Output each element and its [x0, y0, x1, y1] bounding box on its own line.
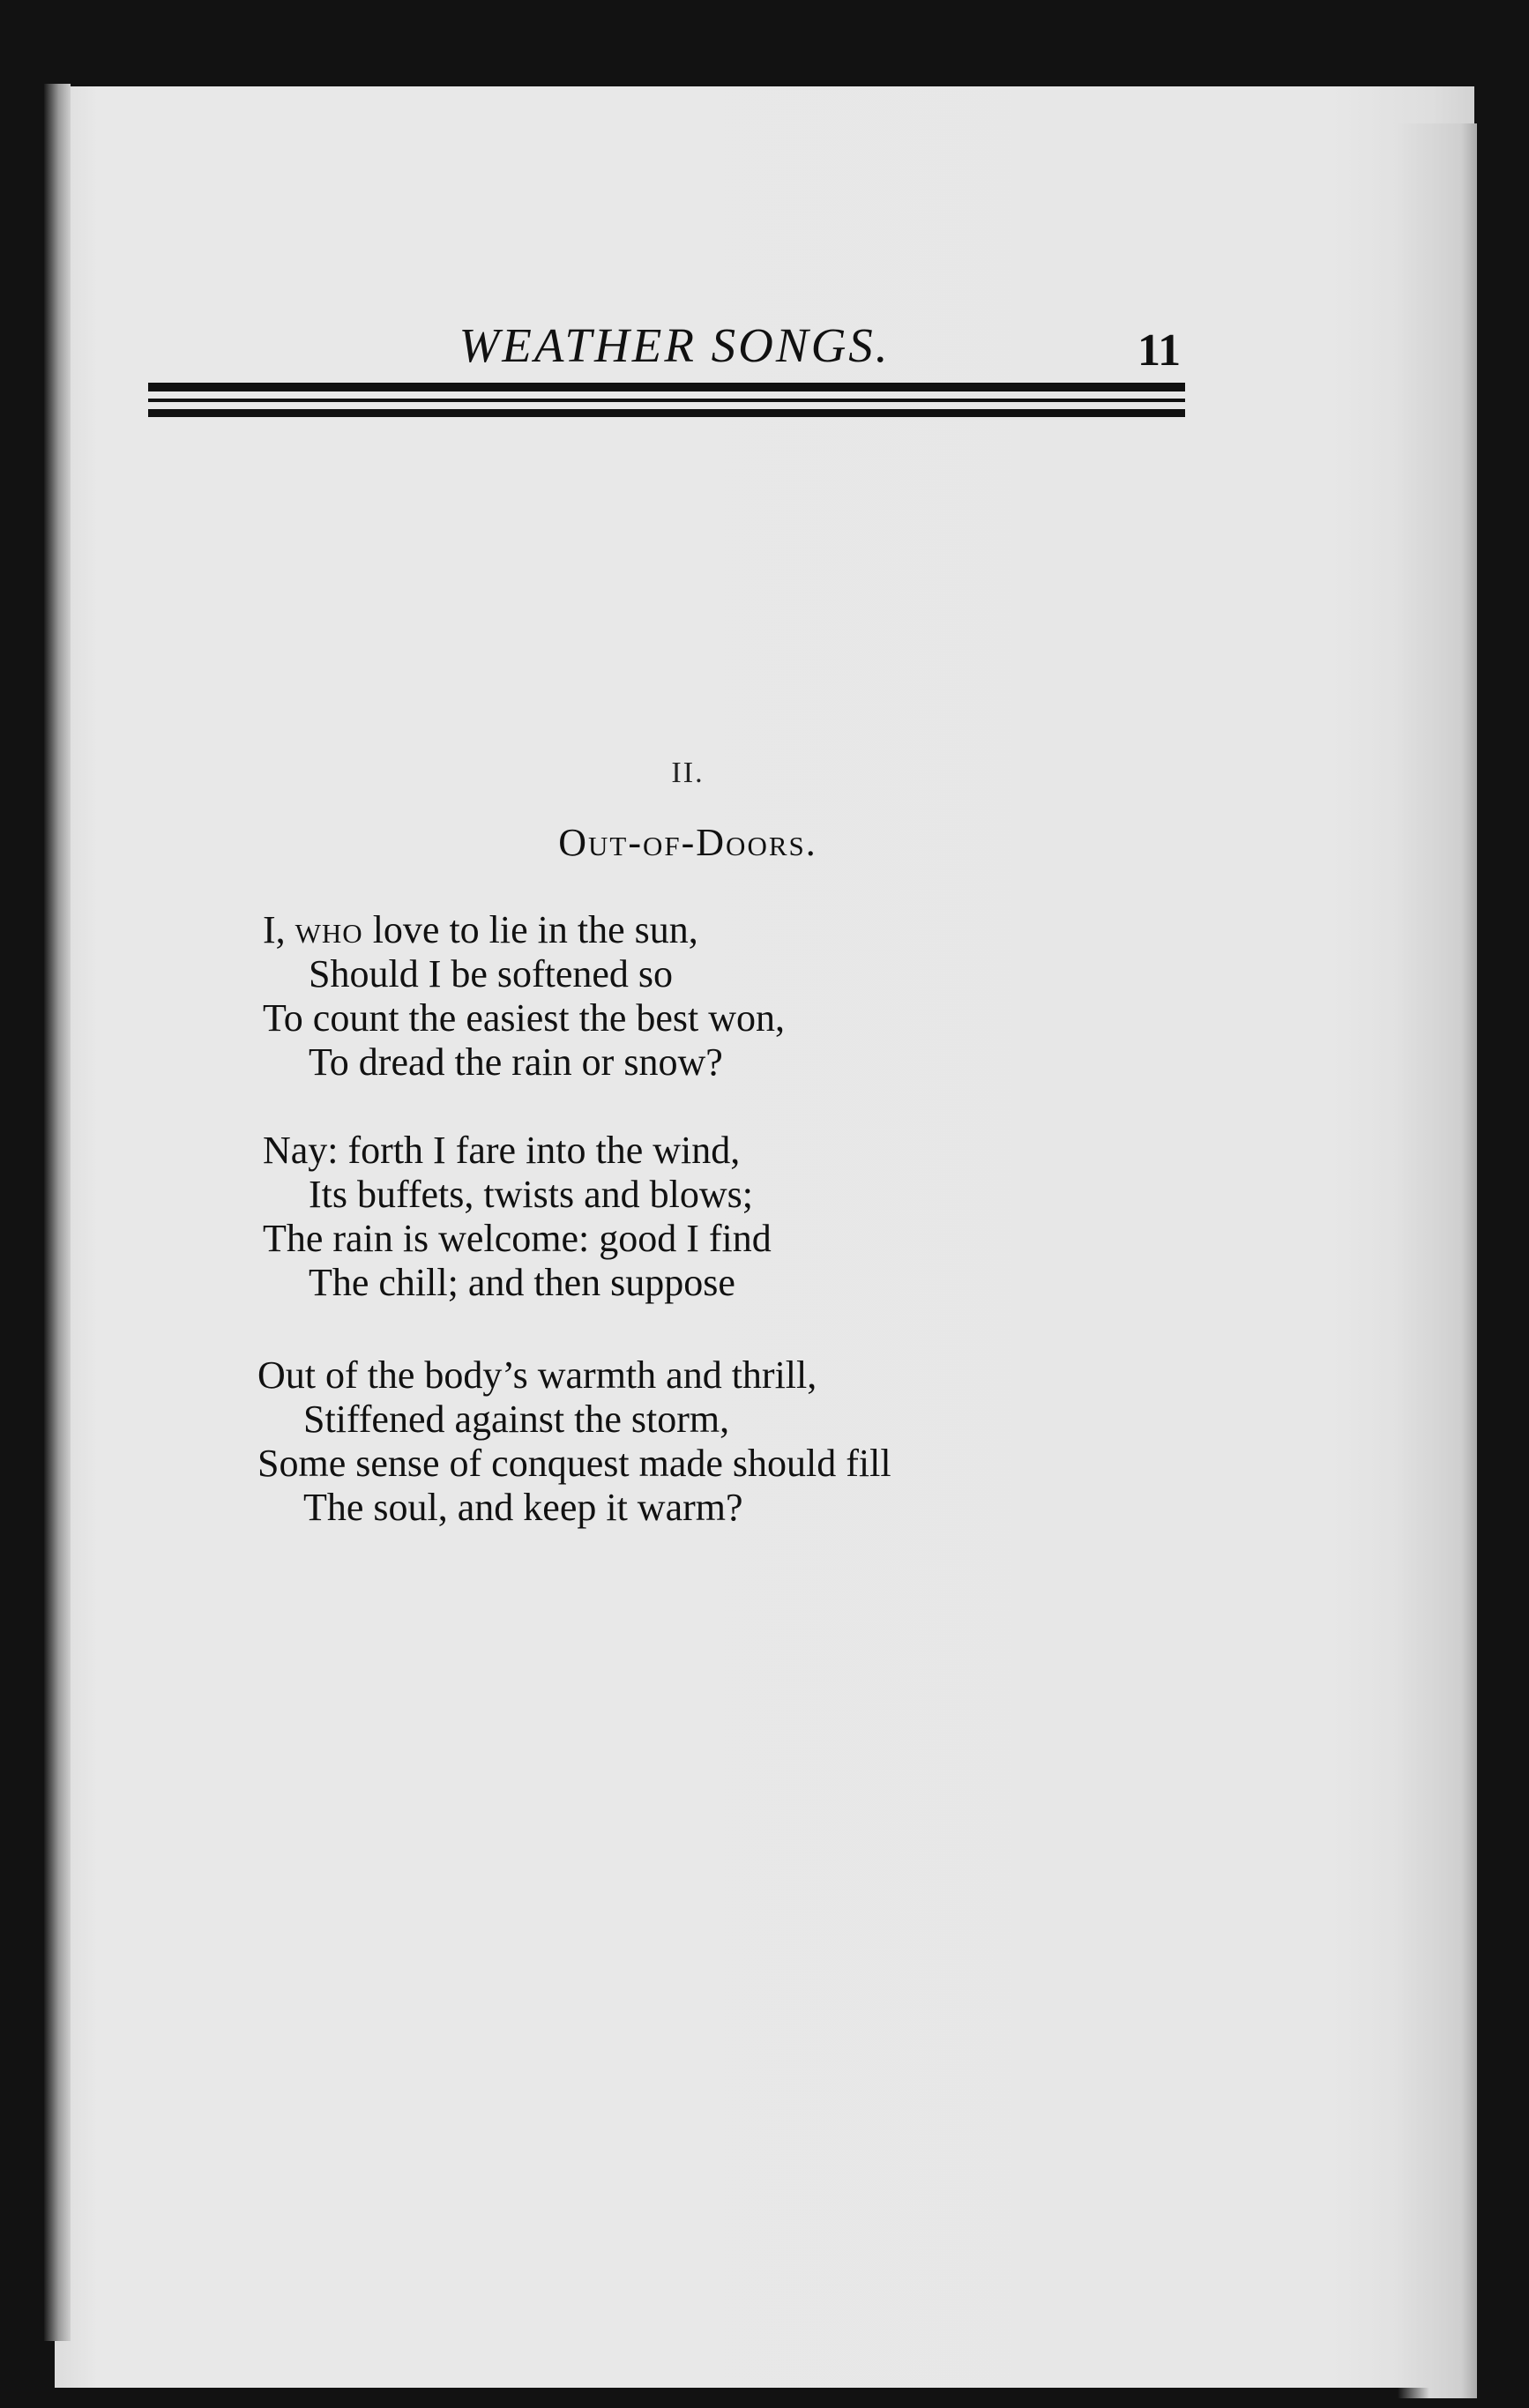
page-edge-shadow — [1398, 123, 1477, 2398]
line-smallcaps-word: who — [295, 908, 363, 951]
section-number: II. — [671, 757, 705, 789]
poem-line: To count the easiest the best won, — [263, 996, 786, 1040]
poem-line: Nay: forth I fare into the wind, — [263, 1129, 741, 1172]
header-rule-bottom — [148, 409, 1185, 417]
book-gutter-shadow — [44, 84, 71, 2341]
poem-line — [263, 908, 1056, 952]
stanza-1 — [263, 908, 1056, 1085]
line-rest: love to lie in the sun, — [362, 908, 698, 951]
poem-line: Some sense of conquest made should fill — [257, 1442, 891, 1485]
header-rule-middle — [148, 399, 1185, 402]
stanza-2 — [263, 1129, 1056, 1305]
poem-line: Stiffened against the storm, — [303, 1398, 730, 1441]
header-rule-top — [148, 383, 1185, 391]
poem-line: The rain is welcome: good I find — [263, 1217, 772, 1260]
poem-line: Out of the body’s warmth and thrill, — [257, 1353, 817, 1397]
poem-line: The chill; and then suppose — [309, 1261, 735, 1304]
page-number: 11 — [1137, 325, 1182, 376]
poem-line: Its buffets, twists and blows; — [309, 1173, 753, 1216]
poem-line: To dread the rain or snow? — [309, 1040, 723, 1084]
poem-line: Should I be softened so — [309, 952, 674, 995]
line-lead: I, — [263, 908, 295, 951]
poem-line: The soul, and keep it warm? — [303, 1486, 743, 1529]
poem-title: Out-of-Doors. — [558, 821, 817, 864]
stanza-3 — [257, 1353, 1051, 1530]
running-head-title: WEATHER SONGS. — [459, 318, 891, 372]
